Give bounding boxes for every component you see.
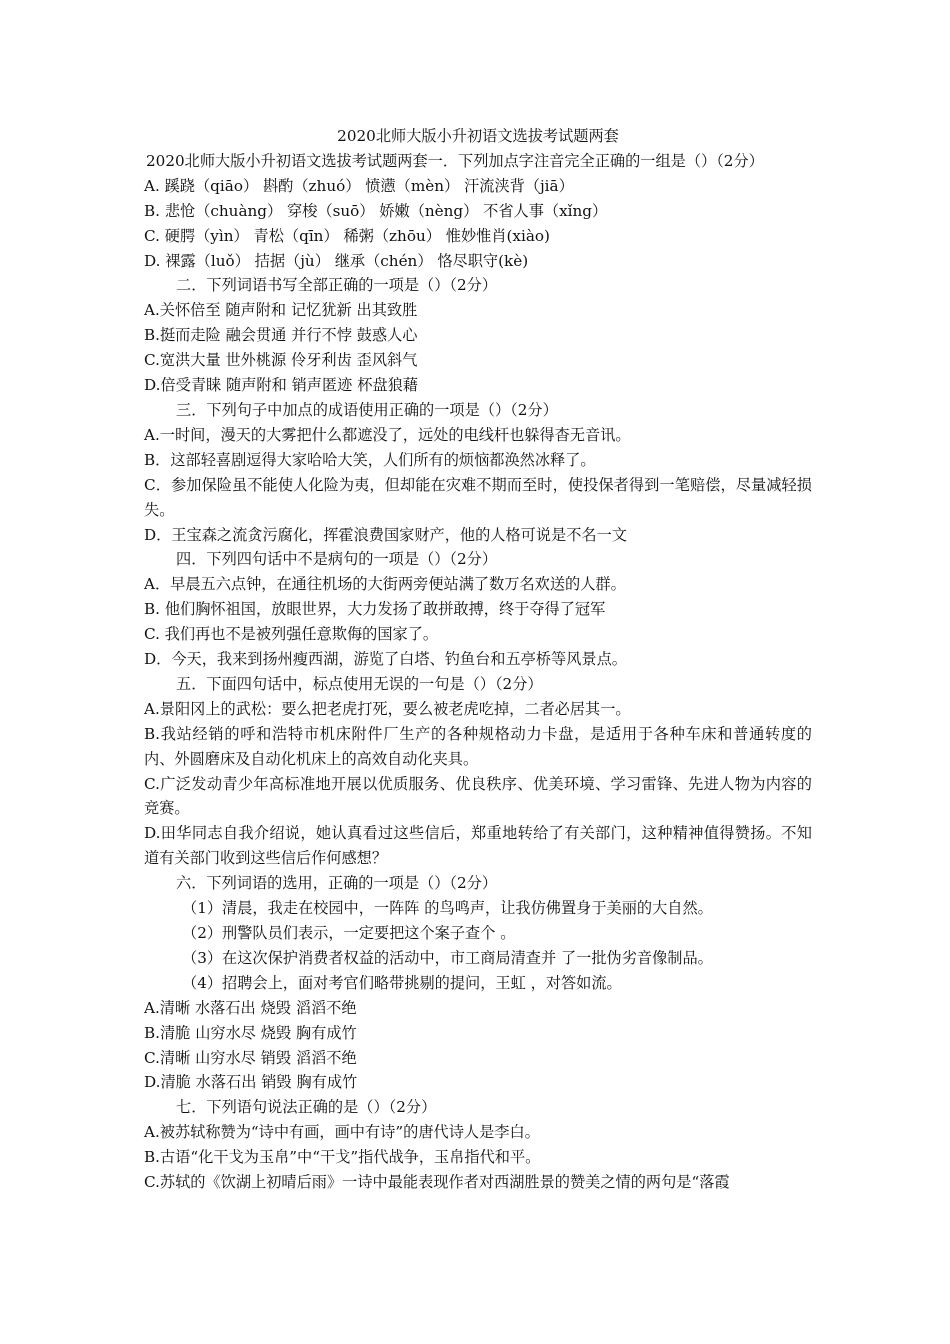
- question-5-option-b: B.我站经销的呼和浩特市机床附件厂生产的各种规格动力卡盘，是适用于各种车床和普通转度的内、外圆磨床及自动化机床上的高效自动化夹具。: [144, 724, 812, 768]
- question-3-option-b: B．这部轻喜剧逗得大家哈哈大笑，人们所有的烦恼都涣然冰释了。: [144, 450, 596, 469]
- question-4-stem: 四．下列四句话中不是病句的一项是（）（2分）: [176, 550, 498, 569]
- question-2-option-c: C.宽洪大量 世外桃源 伶牙利齿 歪风斜气: [144, 351, 418, 370]
- question-6-stem: 六．下列词语的选用，正确的一项是（）（2分）: [176, 874, 498, 893]
- question-3-option-c: C．参加保险虽不能使人化险为夷，但却能在灾难不期而至时，使投保者得到一笔赔偿，尽量减轻损失。: [144, 475, 812, 519]
- question-2-stem: 二．下列词语书写全部正确的一项是（）（2分）: [176, 276, 498, 295]
- question-1-option-a: A. 蹊跷（qiāo） 斟酌（zhuó） 愤懑（mèn） 汗流浃背（jiā）: [144, 176, 574, 195]
- question-5-option-c: C.广泛发动青少年高标准地开展以优质服务、优良秩序、优美环境、学习雷锋、先进人物为内容的竞赛。: [144, 774, 812, 818]
- document-title: 2020北师大版小升初语文选拔考试题两套: [337, 127, 619, 145]
- document-body: [144, 124, 812, 1195]
- question-4-option-d: D．今天，我来到扬州瘦西湖，游览了白塔、钓鱼台和五亭桥等风景点。: [144, 650, 627, 669]
- question-5-option-a: A.景阳冈上的武松：要么把老虎打死，要么被老虎吃掉，二者必居其一。: [144, 699, 631, 718]
- question-3-option-a: A.一时间，漫天的大雾把什么都遮没了，远处的电线杆也躲得杳无音讯。: [144, 425, 631, 444]
- question-6-sentence-2: （2）刑警队员们表示，一定要把这个案子查个 。: [182, 924, 516, 942]
- question-6-option-d: D.清脆 水落石出 销毁 胸有成竹: [144, 1073, 358, 1092]
- question-6-sentence-1: （1）清晨，我走在校园中，一阵阵 的鸟鸣声，让我仿佛置身于美丽的大自然。: [182, 899, 713, 918]
- question-1-option-c: C. 硬腭（yìn） 青松（qīn） 稀粥（zhōu） 惟妙惟肖(xiào): [144, 226, 550, 245]
- question-5-option-d: D.田华同志自我介绍说，她认真看过这些信后，郑重地转给了有关部门，这种精神值得赞扬。不知道有关部门收到这些信后作何感想？: [144, 824, 812, 868]
- question-7-option-c: C.苏轼的《饮湖上初晴后雨》一诗中最能表现作者对西湖胜景的赞美之情的两句是“落霞: [144, 1173, 730, 1192]
- question-2-option-b: B.挺而走险 融会贯通 并行不悖 鼓惑人心: [144, 326, 418, 345]
- question-6-option-b: B.清脆 山穷水尽 烧毁 胸有成竹: [144, 1023, 357, 1042]
- question-4-option-c: C. 我们再也不是被列强任意欺侮的国家了。: [144, 625, 439, 644]
- question-6-sentence-4: （4）招聘会上，面对考官们略带挑剔的提问，王虹 ，对答如流。: [182, 973, 622, 992]
- question-6-option-c: C.清晰 山穷水尽 销毁 滔滔不绝: [144, 1048, 357, 1067]
- question-2-option-d: D.倍受青睐 随声附和 销声匿迹 杯盘狼藉: [144, 376, 418, 395]
- question-1-option-b: B. 悲怆（chuàng） 穿梭（suō） 娇嫩（nèng） 不省人事（xǐng）: [144, 201, 608, 220]
- question-3-option-d: D．王宝森之流贪污腐化，挥霍浪费国家财产，他的人格可说是不名一文: [144, 525, 627, 544]
- question-4-option-a: A．早晨五六点钟，在通往机场的大街两旁便站满了数万名欢送的人群。: [144, 575, 626, 594]
- question-5-stem: 五．下面四句话中，标点使用无误的一句是（）（2分）: [176, 674, 543, 693]
- question-7-option-a: A.被苏轼称赞为“诗中有画，画中有诗”的唐代诗人是李白。: [144, 1123, 540, 1142]
- question-2-option-a: A.关怀倍至 随声附和 记忆犹新 出其致胜: [144, 301, 418, 320]
- question-1-stem: 2020北师大版小升初语文选拔考试题两套一．下列加点字注音完全正确的一组是（）（2分）: [146, 151, 764, 170]
- question-1-option-d: D. 裸露（luǒ） 拮据（jù） 继承（chén） 恪尽职守(kè): [144, 251, 529, 270]
- question-6-sentence-3: （3）在这次保护消费者权益的活动中，市工商局清查并 了一批伪劣音像制品。: [182, 948, 713, 967]
- question-7-option-b: B.古语“化干戈为玉帛”中“干戈”指代战争，玉帛指代和平。: [144, 1148, 541, 1167]
- question-4-option-b: B. 他们胸怀祖国，放眼世界，大力发扬了敢拼敢搏，终于夺得了冠军: [144, 600, 606, 619]
- question-7-stem: 七．下列语句说法正确的是（）（2分）: [176, 1098, 437, 1117]
- question-3-stem: 三．下列句子中加点的成语使用正确的一项是（）（2分）: [176, 400, 558, 419]
- question-6-option-a: A.清晰 水落石出 烧毁 滔滔不绝: [144, 998, 357, 1017]
